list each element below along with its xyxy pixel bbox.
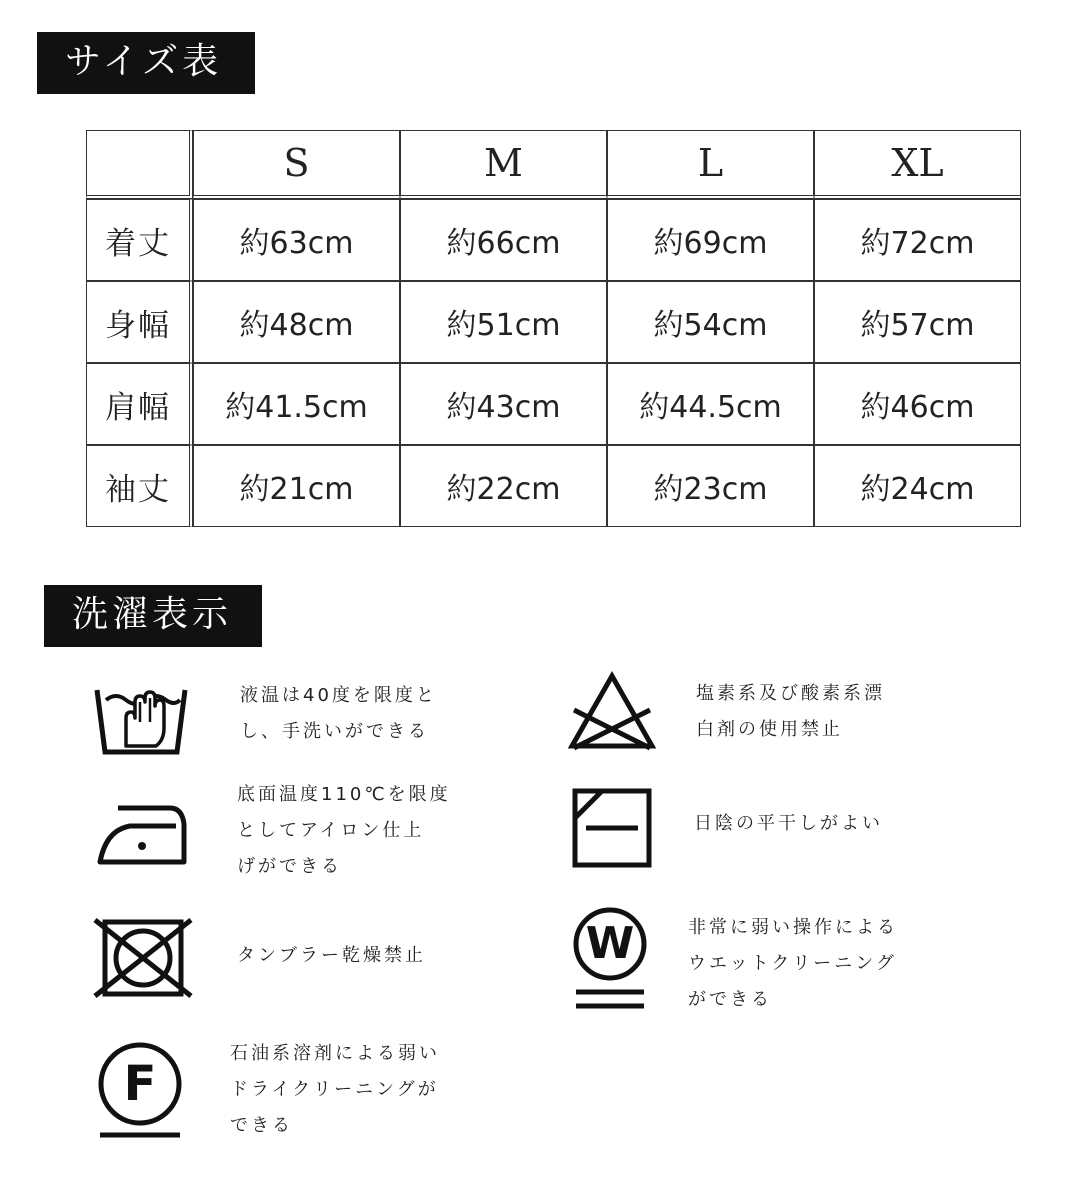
table-row: [86, 445, 1021, 527]
table-cell: 約43cm: [400, 363, 607, 445]
care-text-shade-dry: [694, 806, 883, 842]
wet-cleaning-letter: W: [585, 918, 635, 969]
table-cell: 約63cm: [193, 199, 400, 281]
row-label-length: 着丈: [86, 199, 193, 281]
care-text-wet-cleaning: [688, 910, 898, 1018]
care-line: げができる: [237, 856, 342, 877]
care-line: としてアイロン仕上: [237, 820, 425, 841]
table-cell: 約44.5cm: [607, 363, 814, 445]
care-line: 日陰の平干しがよい: [694, 813, 883, 834]
table-cell: 約69cm: [607, 199, 814, 281]
size-chart-title: サイズ表: [37, 32, 255, 94]
row-label-shoulder: 肩幅: [86, 363, 193, 445]
care-line: ウエットクリーニング: [688, 953, 897, 974]
care-text-dry-cleaning: [230, 1036, 440, 1144]
no-bleach-icon: [566, 670, 658, 752]
column-l: L: [607, 130, 814, 199]
care-text-no-tumble: [237, 938, 426, 974]
column-xl: XL: [814, 130, 1021, 199]
care-text-no-bleach: [696, 676, 885, 748]
dry-cleaning-f-icon: [98, 1040, 182, 1140]
care-line: ドライクリーニングが: [230, 1079, 439, 1100]
table-cell: 約66cm: [400, 199, 607, 281]
size-table-header: [86, 130, 1021, 199]
table-row: [86, 363, 1021, 445]
table-cell: 約72cm: [814, 199, 1021, 281]
table-cell: 約46cm: [814, 363, 1021, 445]
table-cell: 約51cm: [400, 281, 607, 363]
care-line: 底面温度110℃を限度: [237, 784, 451, 805]
size-table: [86, 130, 1021, 527]
shade-flat-dry-icon: [572, 788, 652, 868]
table-cell: 約24cm: [814, 445, 1021, 527]
care-line: 液温は40度を限度と: [240, 685, 437, 706]
iron-icon: [96, 800, 188, 866]
no-tumble-dry-icon: [92, 918, 194, 998]
table-cell: 約57cm: [814, 281, 1021, 363]
wet-cleaning-icon: [572, 906, 648, 1012]
table-corner: [86, 130, 193, 199]
care-line: タンブラー乾燥禁止: [237, 945, 426, 966]
care-text-iron: [237, 777, 451, 885]
care-text-hand-wash: [240, 678, 437, 750]
row-label-width: 身幅: [86, 281, 193, 363]
column-m: M: [400, 130, 607, 199]
care-line: ができる: [688, 989, 772, 1010]
care-line: できる: [230, 1115, 293, 1136]
dry-cleaning-letter: F: [123, 1056, 157, 1112]
hand-wash-icon: [94, 678, 188, 756]
care-line: 石油系溶剤による弱い: [230, 1043, 440, 1064]
table-cell: 約23cm: [607, 445, 814, 527]
table-cell: 約54cm: [607, 281, 814, 363]
table-cell: 約21cm: [193, 445, 400, 527]
row-label-sleeve: 袖丈: [86, 445, 193, 527]
table-row: [86, 199, 1021, 281]
column-s: S: [193, 130, 400, 199]
table-cell: 約22cm: [400, 445, 607, 527]
care-line: 塩素系及び酸素系漂: [696, 683, 885, 704]
care-line: し、手洗いができる: [240, 721, 429, 742]
table-cell: 約48cm: [193, 281, 400, 363]
care-line: 白剤の使用禁止: [696, 719, 843, 740]
table-cell: 約41.5cm: [193, 363, 400, 445]
care-label-title: 洗濯表示: [44, 585, 262, 647]
table-row: [86, 281, 1021, 363]
care-line: 非常に弱い操作による: [688, 917, 898, 938]
